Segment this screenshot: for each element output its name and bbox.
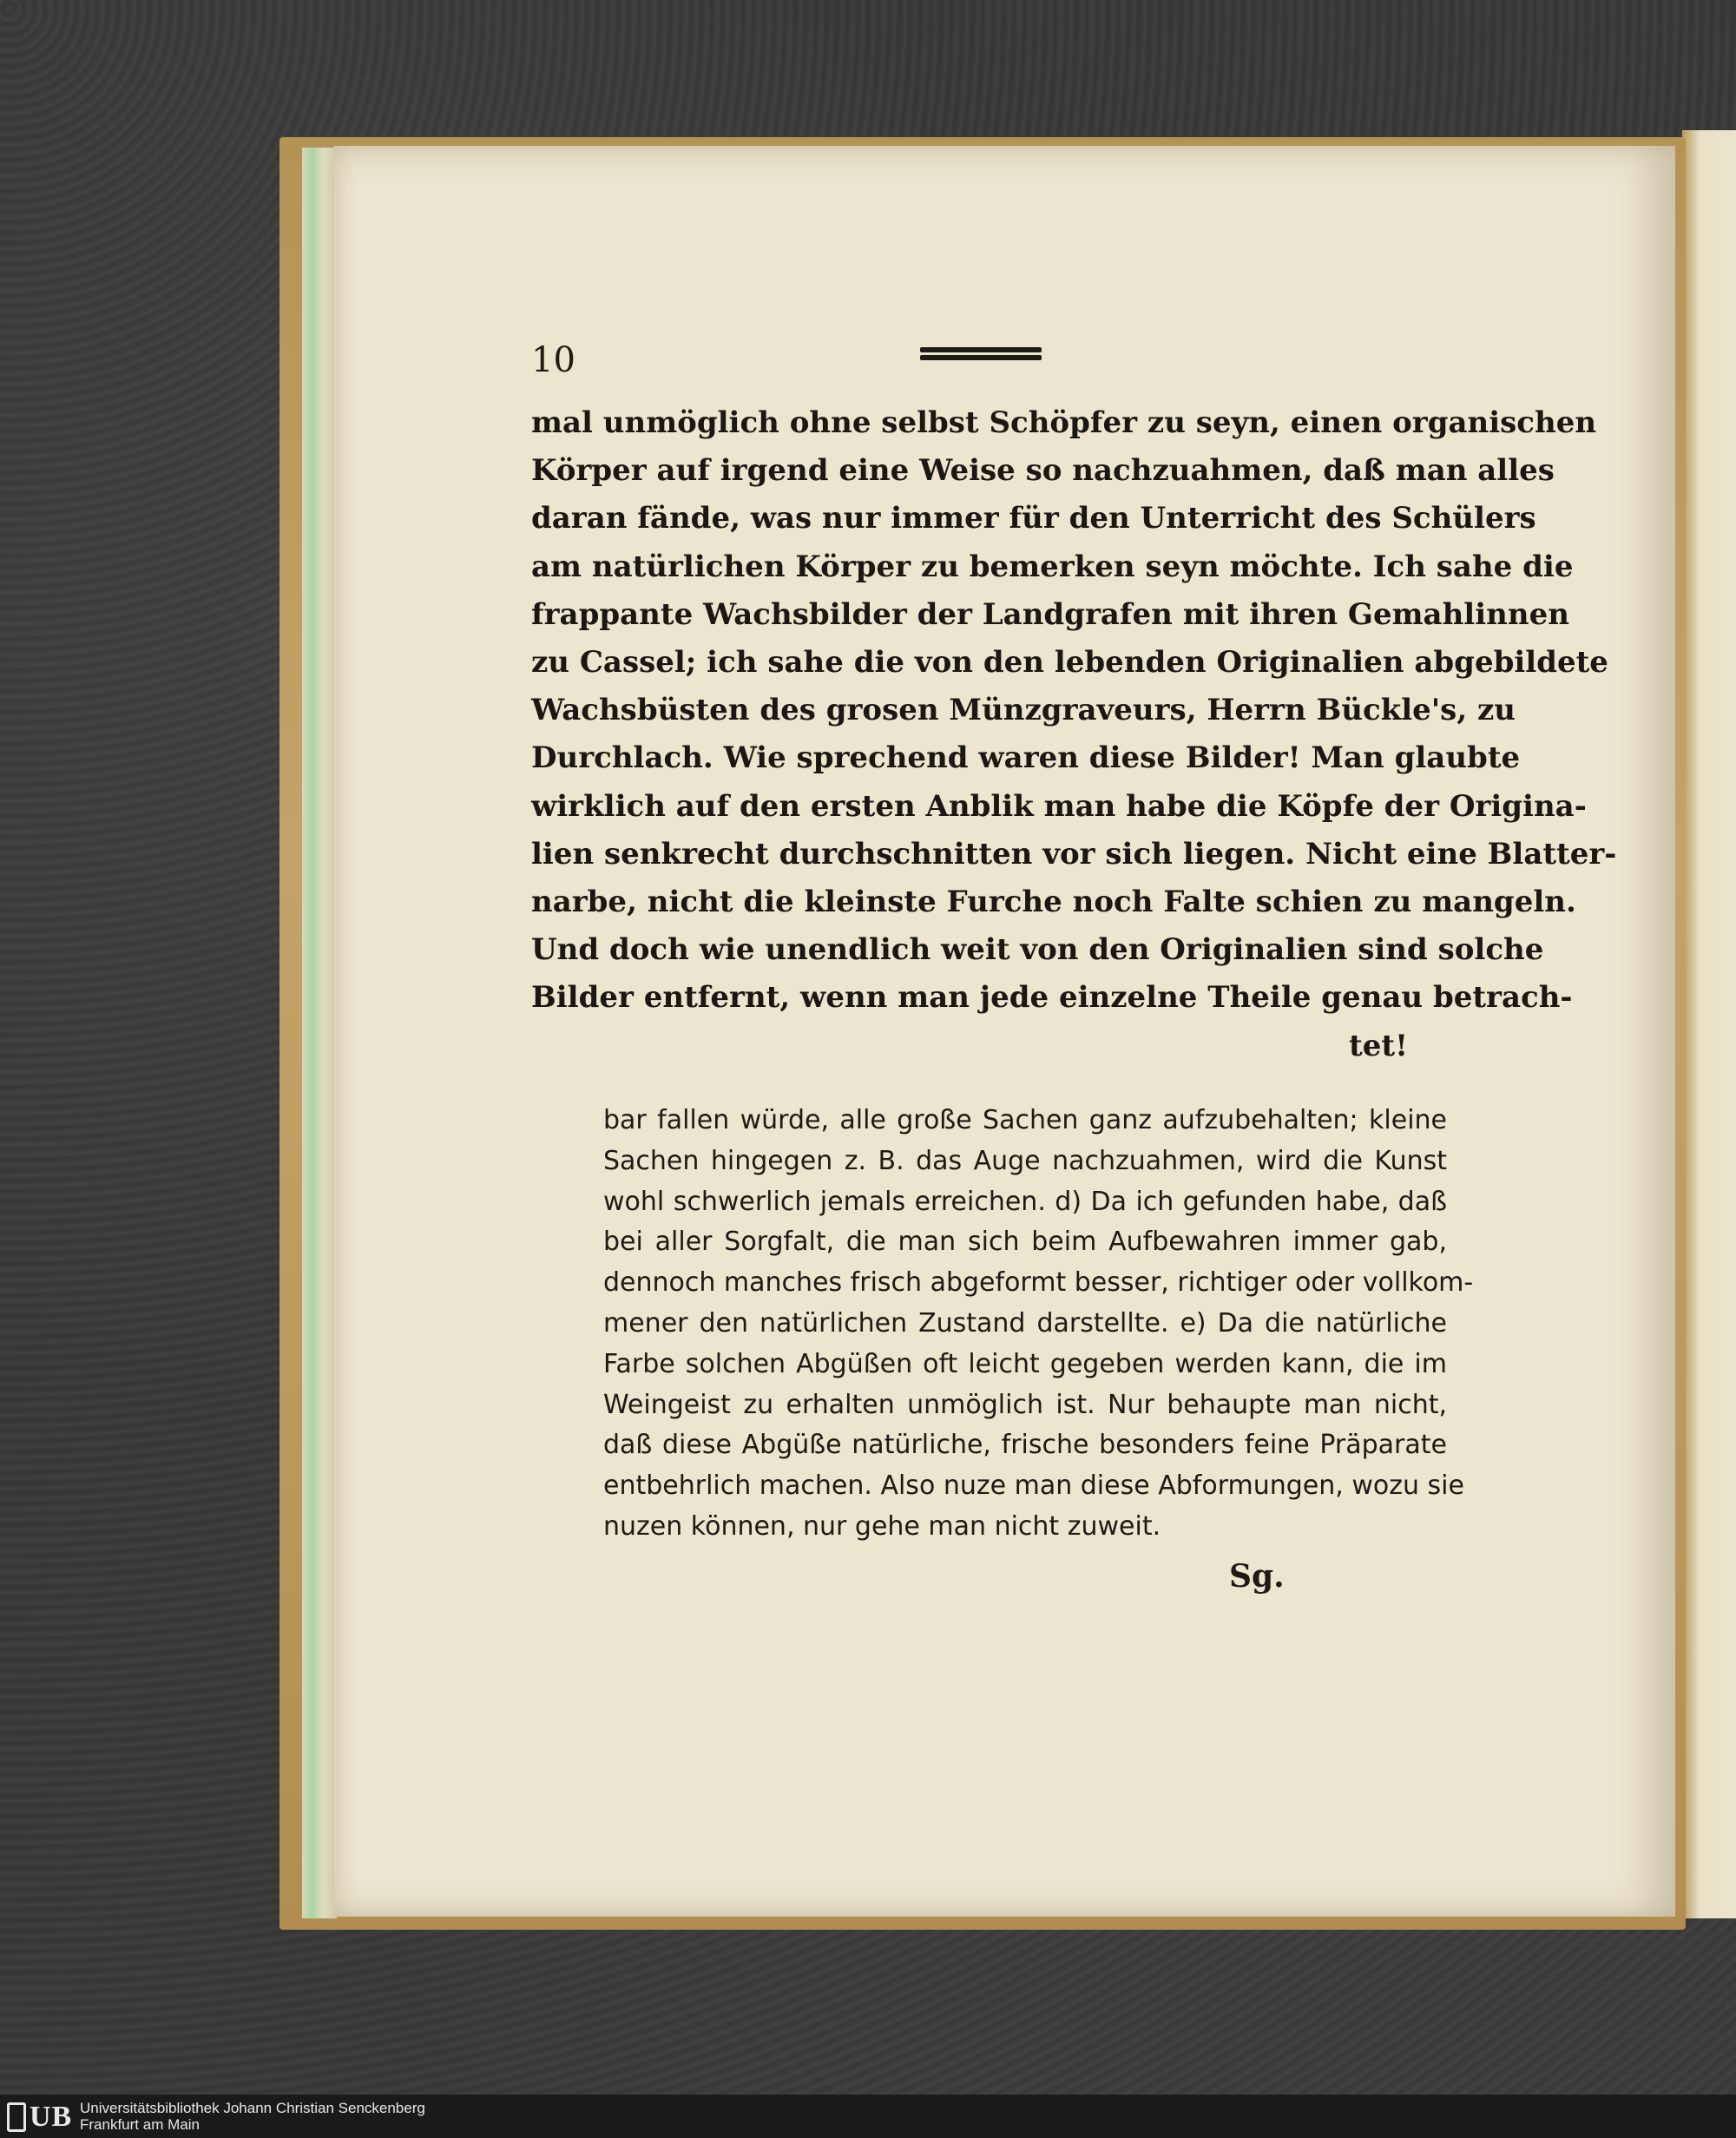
text-line: mal unmöglich ohne selbst Schöpfer zu seyn, einen organischen — [531, 405, 1597, 440]
text-line: wirklich auf den ersten Anblik man habe die Köpfe der Origina- — [531, 788, 1587, 824]
ub-logo — [7, 2102, 72, 2133]
note-line: Sachen hingegen z. B. das Auge nachzuahmen, wird die Kunst — [603, 1145, 1447, 1176]
note-line: mener den natürlichen Zustand darstellte. e) Da die natürliche — [603, 1307, 1447, 1339]
text-line: Durchlach. Wie sprechend waren diese Bilder! Man glaubte — [531, 740, 1521, 776]
note-line: bei aller Sorgfalt, die man sich beim Aufbewahren immer gab, — [603, 1227, 1447, 1258]
text-line: tet! — [1349, 1028, 1408, 1063]
text-line: lien senkrecht durchschnitten vor sich liegen. Nicht eine Blatter- — [531, 836, 1617, 872]
page-stack-edge — [302, 148, 337, 1918]
text-line: Bilder entfernt, wenn man jede einzelne Theile genau betrach- — [531, 980, 1573, 1016]
text-line: zu Cassel; ich sahe die von den lebenden Originalien abgebildete — [531, 645, 1608, 681]
note-line: entbehrlich machen. Also nuze man diese Abformungen, wozu sie — [603, 1470, 1464, 1502]
footer-bar — [0, 2095, 1736, 2138]
note-line: nuzen können, nur gehe man nicht zuweit. — [603, 1510, 1161, 1542]
note-line: daß diese Abgüße natürliche, frische besonders feine Präparate — [603, 1430, 1447, 1461]
signature: Sg. — [1229, 1558, 1285, 1595]
text-line: frappante Wachsbilder der Landgrafen mit ihren Gemahlinnen — [531, 596, 1569, 632]
ub-logo-text: UB — [30, 2101, 73, 2133]
ub-mark-icon — [7, 2102, 26, 2132]
text-line: narbe, nicht die kleinste Furche noch Falte schien zu mangeln. — [531, 885, 1576, 920]
text-line: Und doch wie unendlich weit von den Originalien sind solche — [531, 932, 1544, 968]
text-line: Wachsbüsten des grosen Münzgraveurs, Herrn Bückle's, zu — [531, 693, 1516, 728]
header-rule — [920, 347, 1042, 363]
note-line: bar fallen würde, alle große Sachen ganz aufzubehalten; kleine — [603, 1105, 1447, 1135]
text-line: Körper auf irgend eine Weise so nachzuahmen, daß man alles — [531, 453, 1555, 489]
footer-line-library: Universitätsbibliothek Johann Christian Senckenberg — [80, 2100, 425, 2116]
note-line: Weingeist zu erhalten unmöglich ist. Nur behaupte man nicht, — [603, 1389, 1447, 1420]
next-page-edge — [1682, 130, 1736, 1918]
text-line: am natürlichen Körper zu bemerken seyn möchte. Ich sahe die — [531, 549, 1574, 584]
note-line: dennoch manches frisch abgeformt besser, richtiger oder vollkom- — [603, 1267, 1474, 1299]
footnote-text — [603, 1101, 1474, 1548]
page-number: 10 — [531, 340, 575, 380]
note-line: Farbe solchen Abgüßen oft leicht gegeben werden kann, die im — [603, 1348, 1447, 1379]
footer-credit — [80, 2100, 425, 2133]
text-line: daran fände, was nur immer für den Unterricht des Schülers — [531, 501, 1536, 536]
main-text — [531, 399, 1617, 1070]
note-line: wohl schwerlich jemals erreichen. d) Da ich gefunden habe, daß — [603, 1186, 1447, 1217]
footer-line-city: Frankfurt am Main — [80, 2116, 200, 2133]
